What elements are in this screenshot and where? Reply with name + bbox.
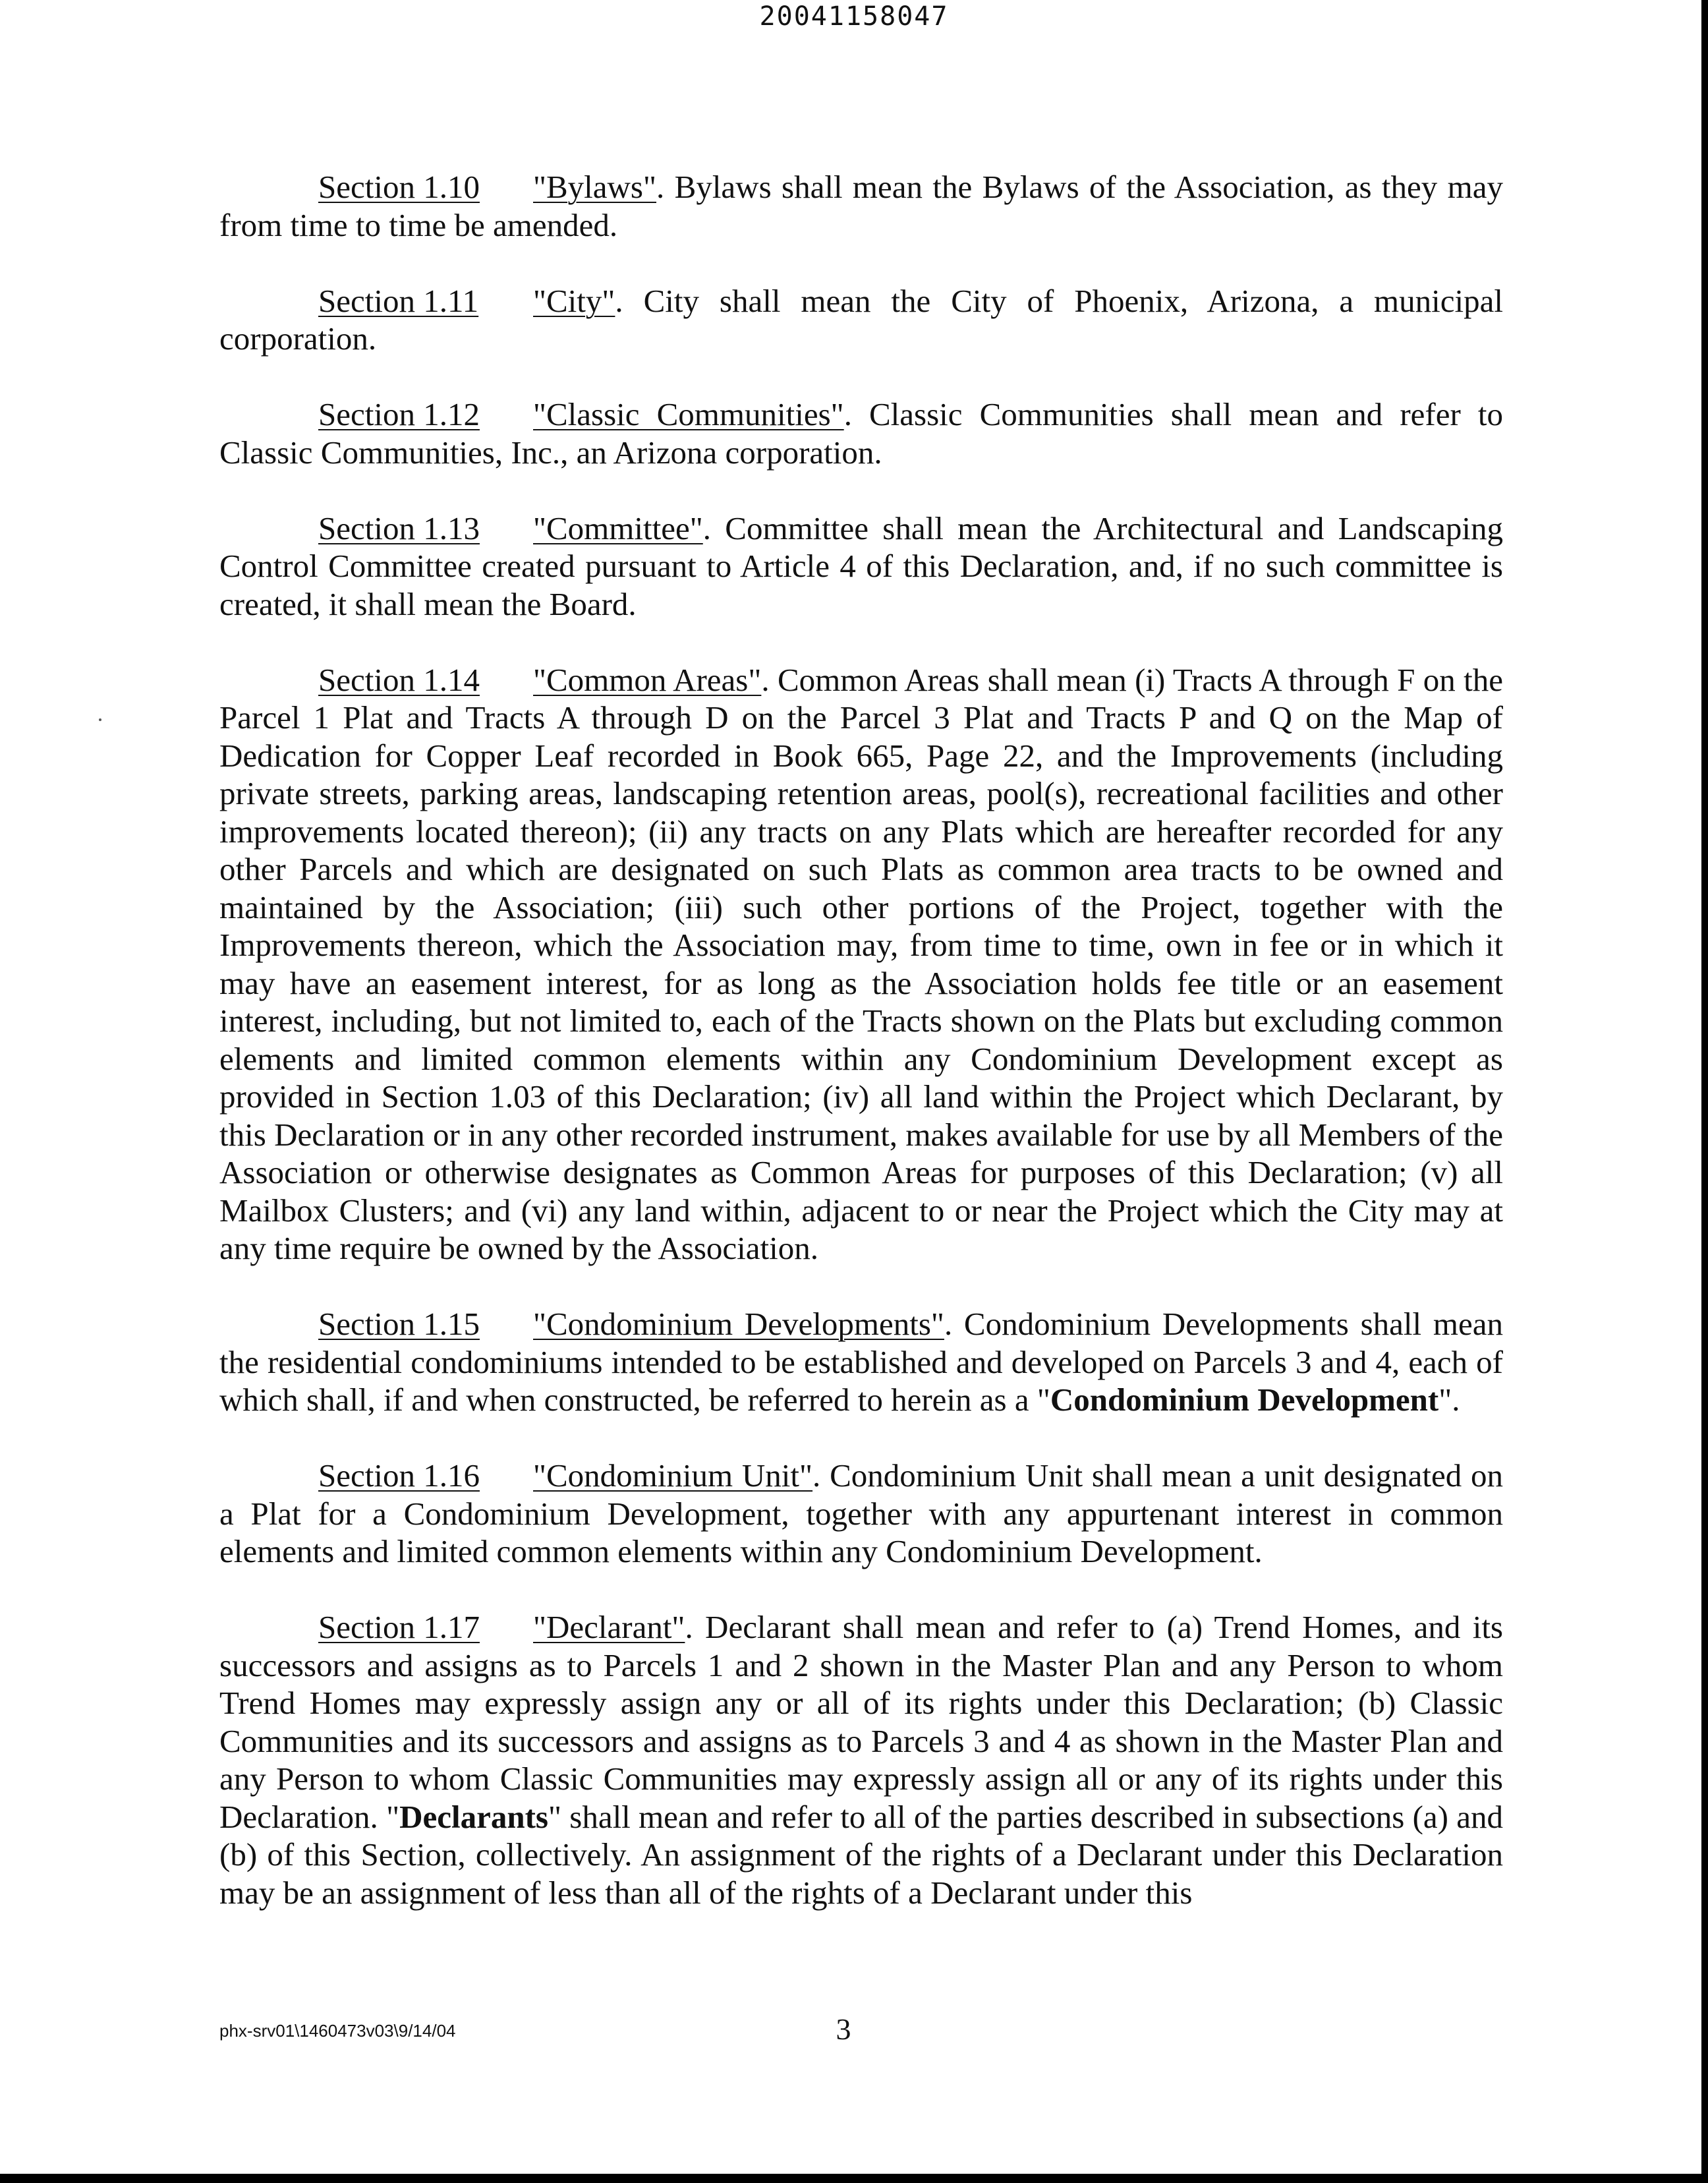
- margin-mark: [99, 718, 101, 721]
- section-1-17: [219, 1608, 1503, 1911]
- footer-document-path: phx-srv01\1460473v03\9/14/04: [219, 2021, 456, 2041]
- bold-defined-term: Declarants: [399, 1798, 548, 1835]
- bold-defined-term: Condominium Development: [1050, 1382, 1439, 1418]
- page-number: 3: [836, 2012, 851, 2046]
- section-number: Section 1.12: [318, 396, 480, 432]
- section-number: Section 1.10: [318, 169, 480, 205]
- section-1-11: [219, 282, 1503, 358]
- section-text-after: " shall mean and refer to all of the parties described in subsections (a) and (b) of this Section, collectively. An assignment of the rights of a Declarant under this Declaration may be an assignment of less than all of the rights of a Declarant under this: [219, 1798, 1503, 1911]
- section-text: . Committee shall mean the Architectural and Landscaping Control Committee created pursuant to Article 4 of this Declaration, and, if no such committee is created, it shall mean the Board.: [219, 509, 1503, 622]
- section-text: . Declarant shall mean and refer to (a) Trend Homes, and its successors and assigns as to Parcels 1 and 2 shown in the Master Plan and any Person to whom Trend Homes may expressly assign any or all of its rights under this Declaration; (b) Classic Communities and its successors and assigns as to Parcels 3 and 4 as shown in the Master Plan and any Person to whom Classic Communities may expressly assign all or any of its rights under this Declaration. ": [219, 1609, 1503, 1835]
- section-1-15: [219, 1305, 1503, 1419]
- defined-term: "Declarant": [533, 1609, 685, 1645]
- defined-term: "Condominium Unit": [533, 1457, 813, 1494]
- defined-term: "Condominium Developments": [533, 1306, 944, 1342]
- section-text: . City shall mean the City of Phoenix, Arizona, a municipal corporation.: [219, 282, 1503, 357]
- section-text: . Condominium Developments shall mean the residential condominiums intended to be established and developed on Parcels 3 and 4, each of which shall, if and when constructed, be referred to herein as a ": [219, 1306, 1503, 1418]
- section-number: Section 1.13: [318, 509, 480, 546]
- document-body: [219, 168, 1503, 1950]
- section-text: . Condominium Unit shall mean a unit designated on a Plat for a Condominium Development, together with any appurtenant interest in common elements and limited common elements within any Condominium Development.: [219, 1457, 1503, 1569]
- defined-term: "Classic Communities": [533, 396, 844, 432]
- scan-border-right: [1701, 0, 1708, 2183]
- section-text-after: ".: [1438, 1382, 1460, 1418]
- scan-border-bottom: [0, 2174, 1708, 2183]
- defined-term: "Bylaws": [533, 169, 657, 205]
- section-1-16: [219, 1457, 1503, 1571]
- section-number: Section 1.11: [318, 282, 479, 319]
- section-1-10: [219, 168, 1503, 244]
- defined-term: "City": [533, 282, 615, 319]
- section-text: . Common Areas shall mean (i) Tracts A through F on the Parcel 1 Plat and Tracts A through D on the Parcel 3 Plat and Tracts P and Q on the Map of Dedication for Copper Leaf recorded in Book 665, Page 22, and the Improvements (including private streets, parking areas, landscaping retention areas, pool(s), recreational facilities and other improvements located thereon); (ii) any tracts on any Plats which are hereafter recorded for any other Parcels and which are designated on such Plats as common area tracts to be owned and maintained by the Association; (iii) such other portions of the Project, together with the Improvements thereon, which the Association may, from time to time, own in fee or in which it may have an easement interest, for as long as the Association holds fee title or an easement interest, including, but not limited to, each of the Tracts shown on the Plats but excluding common elements and limited common elements within any Condominium Development except as provided in Section 1.03 of this Declaration; (iv) all land within the Project which Declarant, by this Declaration or in any other recorded instrument, makes available for use by all Members of the Association or otherwise designates as Common Areas for purposes of this Declaration; (v) all Mailbox Clusters; and (vi) any land within, adjacent to or near the Project which the City may at any time require be owned by the Association.: [219, 661, 1503, 1266]
- section-number: Section 1.15: [318, 1306, 480, 1342]
- section-1-12: [219, 395, 1503, 471]
- section-number: Section 1.16: [318, 1457, 480, 1494]
- section-1-13: [219, 509, 1503, 624]
- defined-term: "Common Areas": [533, 661, 762, 698]
- section-text: . Classic Communities shall mean and refer to Classic Communities, Inc., an Arizona corporation.: [219, 396, 1503, 471]
- section-number: Section 1.17: [318, 1609, 480, 1645]
- section-1-14: [219, 661, 1503, 1267]
- recording-number: 20041158047: [759, 1, 949, 32]
- section-number: Section 1.14: [318, 661, 480, 698]
- defined-term: "Committee": [533, 509, 703, 546]
- section-text: . Bylaws shall mean the Bylaws of the Association, as they may from time to time be amended.: [219, 169, 1503, 243]
